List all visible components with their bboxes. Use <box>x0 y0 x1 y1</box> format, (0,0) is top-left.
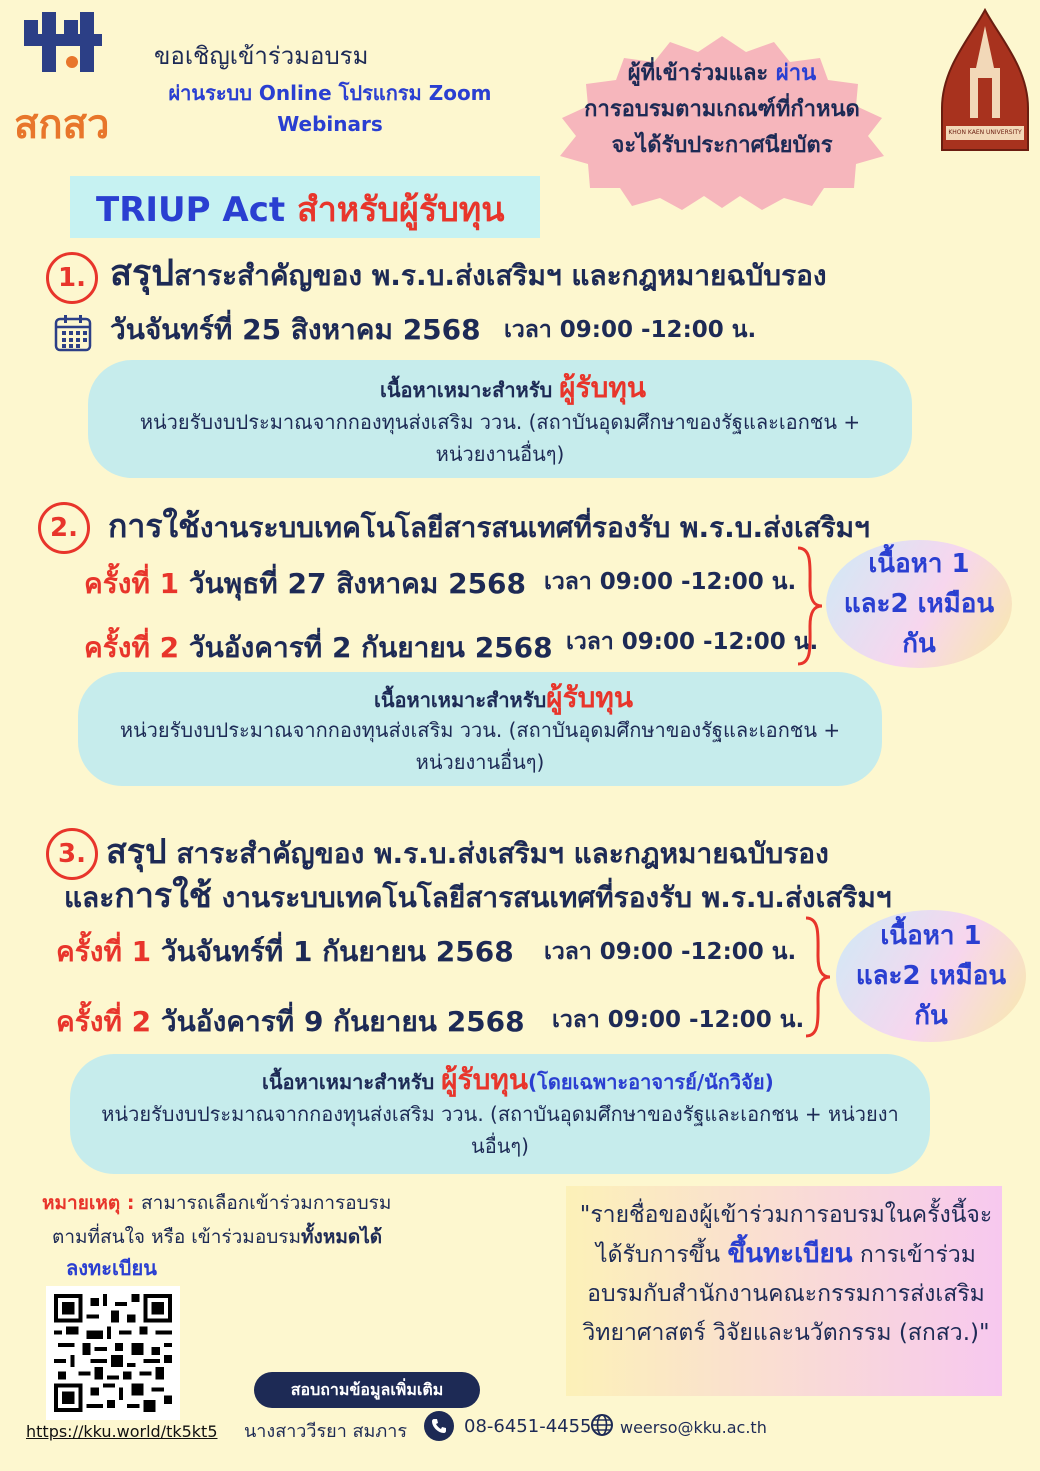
calendar-icon <box>54 314 92 352</box>
section2-audience-label: เนื้อหาเหมาะสำหรับ <box>374 688 547 712</box>
contact-label: สอบถามข้อมูลเพิ่มเติม <box>254 1372 480 1408</box>
section3-same-content-note: เนื้อหา 1 และ2 เหมือนกัน <box>836 910 1026 1042</box>
banner-title-part2: สำหรับผู้รับทุน <box>296 190 505 230</box>
section2-round1-date: วันพุธที่ 27 สิงหาคม 2568 <box>188 567 527 600</box>
section2-brace-icon <box>794 546 824 666</box>
section3-round2-time: เวลา 09:00 -12:00 น. <box>552 1007 805 1033</box>
qr-code-icon <box>54 1294 172 1412</box>
section1-date: วันจันทร์ที่ 25 สิงหาคม 2568 <box>110 313 481 346</box>
section3-heading-line1 <box>106 832 829 874</box>
section2-title: งานระบบเทคโนโลยีสารสนเทศที่รองรับ พ.ร.บ.ส่งเสริมฯ <box>199 511 870 544</box>
section1-heading <box>110 254 827 296</box>
registration-qr-code[interactable] <box>46 1286 180 1420</box>
section1-audience-target: ผู้รับทุน <box>559 371 646 404</box>
section3-audience-title <box>262 1058 774 1102</box>
section3-round1-label: ครั้งที่ 1 <box>56 935 152 968</box>
section2-audience-body: หน่วยรับงบประมาณจากกองทุนส่งเสริม ววน. (สถาบันอุดมศึกษาของรัฐและเอกชน + หน่วยงานอื่นๆ) <box>119 718 841 774</box>
section3-round2-date: วันอังคารที่ 9 กันยายน 2568 <box>160 1005 525 1038</box>
certificate-note-pass: ผ่าน <box>775 61 817 86</box>
footer-note-text: สามารถเลือกเข้าร่วมการอบรม <box>141 1192 392 1214</box>
section3-audience-body: หน่วยรับงบประมาณจากกองทุนส่งเสริม ววน. (สถาบันอุดมศึกษาของรัฐและเอกชน + หน่วยงานอื่นๆ) <box>101 1102 899 1158</box>
section2-round2-time: เวลา 09:00 -12:00 น. <box>566 629 819 655</box>
section1-audience-title <box>380 366 646 410</box>
quote-text-rest: การเข้าร่วมอบรมกับสำนักงานคณะกรรมการส่งเสริมวิทยาศาสตร์ วิจัยและนวัตกรรม (สกสว.)" <box>582 1242 990 1346</box>
invite-subtitle: ผ่านระบบ Online โปรแกรม Zoom Webinars <box>168 81 492 136</box>
banner-title <box>96 190 504 230</box>
invite-title: ขอเชิญเข้าร่วมอบรม <box>154 42 369 70</box>
globe-icon <box>590 1413 614 1437</box>
section2-lead: การใช้ <box>108 507 200 545</box>
quote-text <box>578 1196 994 1353</box>
registration-link[interactable]: https://kku.world/tk5kt5 <box>26 1422 218 1441</box>
tsri-logo <box>14 12 124 148</box>
certificate-note-rest: การอบรมตามเกณฑ์ที่กำหนดจะได้รับประกาศนียบัตร <box>584 97 860 158</box>
contact-name: นางสาววีรยา สมภาร <box>244 1421 408 1442</box>
section1-audience-label: เนื้อหาเหมาะสำหรับ <box>380 378 560 402</box>
section2-round2-date: วันอังคารที่ 2 กันยายน 2568 <box>188 631 553 664</box>
footer-note-label: หมายเหตุ : <box>42 1192 142 1214</box>
section3-lead: สรุป <box>106 832 167 872</box>
section3-title1: สาระสำคัญของ พ.ร.บ.ส่งเสริมฯ และกฎหมายฉบับรอง <box>176 837 829 870</box>
kku-seal <box>940 8 1030 158</box>
phone-icon <box>424 1411 454 1441</box>
section3-brace-icon <box>802 916 832 1038</box>
section2-same-content-note: เนื้อหา 1 และ2 เหมือนกัน <box>826 540 1012 668</box>
certificate-note-lead: ผู้ที่เข้าร่วมและ <box>627 61 776 86</box>
section3-title2: งานระบบเทคโนโลยีสารสนเทศที่รองรับ พ.ร.บ.ส่งเสริมฯ <box>221 881 892 914</box>
section2-round1-time: เวลา 09:00 -12:00 น. <box>544 569 797 595</box>
banner-title-part1: TRIUP Act <box>96 190 297 230</box>
section2-round2-label: ครั้งที่ 2 <box>84 631 180 664</box>
contact-email[interactable]: weerso@kku.ac.th <box>620 1418 767 1437</box>
quote-text-highlight: ขึ้นทะเบียน <box>727 1239 853 1269</box>
register-label: ลงทะเบียน <box>66 1256 157 1280</box>
section3-round1-date: วันจันทร์ที่ 1 กันยายน 2568 <box>160 935 514 968</box>
section3-and: และ <box>64 881 115 914</box>
section2-round1-label: ครั้งที่ 1 <box>84 567 180 600</box>
section1-time: เวลา 09:00 -12:00 น. <box>504 317 757 343</box>
kku-seal-text: KHON KAEN UNIVERSITY <box>948 129 1022 136</box>
section3-round2-label: ครั้งที่ 2 <box>56 1005 152 1038</box>
section2-number: 2. <box>38 502 90 554</box>
section3-audience-focus: (โดยเฉพาะอาจารย์/นักวิจัย) <box>527 1070 774 1094</box>
footer-note-line2: ตามที่สนใจ หรือ เข้าร่วมอบรม <box>52 1226 302 1248</box>
contact-phone[interactable]: 08-6451-4455 <box>464 1416 592 1437</box>
section3-number: 3. <box>46 828 98 880</box>
section1-lead: สรุป <box>110 253 175 294</box>
section1-title: สาระสำคัญของ พ.ร.บ.ส่งเสริมฯ และกฎหมายฉบับรอง <box>174 259 827 292</box>
section3-round2 <box>56 1004 525 1040</box>
tsri-logo-text: สกสว <box>14 102 110 148</box>
footer-note <box>42 1186 391 1254</box>
section3-audience-target: ผู้รับทุน <box>441 1063 528 1096</box>
section3-audience-label: เนื้อหาเหมาะสำหรับ <box>262 1070 442 1094</box>
section2-round2 <box>84 630 553 666</box>
section3-round1-time: เวลา 09:00 -12:00 น. <box>544 939 797 965</box>
section3-round1 <box>56 934 514 970</box>
phone-handset-icon <box>431 1418 447 1434</box>
section2-audience-target: ผู้รับทุน <box>546 681 633 714</box>
section1-number: 1. <box>46 252 98 304</box>
quote-text-lead: "รายชื่อของผู้เข้าร่วมการอบรมในครั้งนี้จะได้รับการขึ้น <box>579 1202 993 1268</box>
certificate-note <box>584 56 860 164</box>
section3-lead2: การใช้ <box>114 876 212 916</box>
section2-round1 <box>84 566 526 602</box>
section1-audience-body: หน่วยรับงบประมาณจากกองทุนส่งเสริม ววน. (สถาบันอุดมศึกษาของรัฐและเอกชน + หน่วยงานอื่นๆ) <box>139 410 861 466</box>
footer-note-all: ทั้งหมดได้ <box>301 1226 383 1248</box>
section2-heading <box>108 506 870 548</box>
section3-heading-line2 <box>64 876 892 918</box>
